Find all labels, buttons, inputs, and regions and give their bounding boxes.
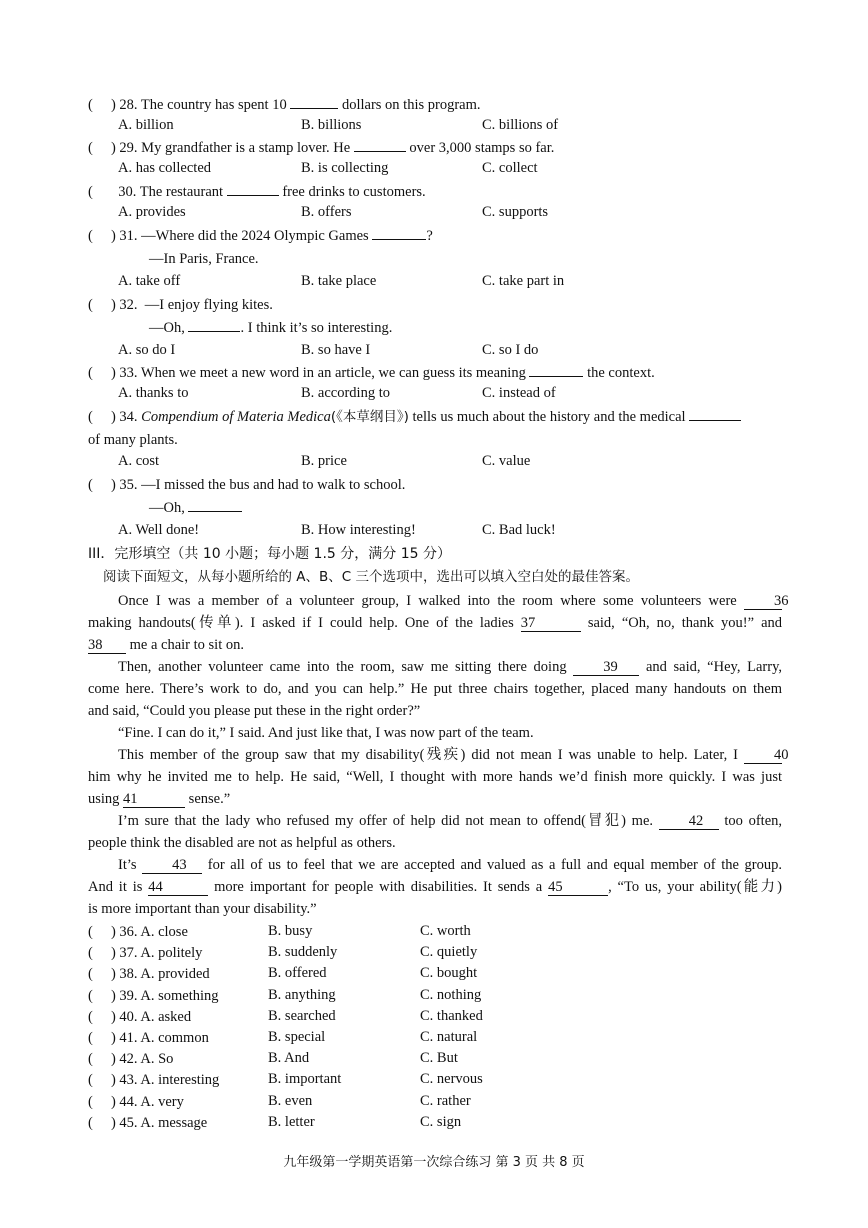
blank (290, 108, 338, 109)
option-b: B. offers (301, 204, 352, 220)
reply-text: —Oh, (149, 500, 185, 516)
option-c: C. quietly (420, 944, 478, 960)
passage-text: And it is (88, 879, 143, 896)
question-stem: When we meet a new word in an article, we can guess its meaning (140, 365, 526, 381)
question-stem: the context. (587, 365, 655, 381)
option-c: C. rather (420, 1093, 471, 1109)
option-c: C. natural (420, 1029, 478, 1045)
passage-line (88, 590, 789, 612)
passage-text: This member of the group saw that my disability(残疾) did not mean I was unable to help. Later, I (118, 747, 739, 763)
option-b: B. offered (268, 965, 327, 981)
option-a: A. provides (118, 204, 186, 220)
blank (188, 331, 240, 332)
answer-paren[interactable]: ( ) (88, 1051, 120, 1067)
question-number: 30 (118, 184, 133, 200)
option-a: A. has collected (118, 160, 212, 176)
question-number: 31 (119, 228, 134, 244)
question-stem: —Where did the 2024 Olympic Games (141, 228, 369, 244)
passage-text: too often, (724, 813, 783, 829)
blank (372, 239, 426, 240)
section-instruction: 阅读下面短文，从每小题所给的 A、B、C 三个选项中，选出可以填入空白处的最佳答案。 (103, 569, 640, 585)
blank (227, 195, 279, 196)
answer-paren[interactable]: ( ) (88, 365, 120, 381)
option-c: C. billions of (482, 117, 559, 133)
option-c: C. value (482, 453, 531, 469)
passage-text: for all of us to feel that we are accepted and valued as a full and equal member of the group. (207, 857, 783, 873)
option-a: A. cost (118, 453, 160, 469)
blank (188, 511, 242, 512)
passage-line (88, 656, 782, 678)
cloze-question: ( ) 41. A. common (88, 1030, 209, 1046)
option-b: B. busy (268, 923, 313, 939)
question-reply (149, 319, 392, 337)
option-b: B. anything (268, 987, 336, 1003)
option-b: B. price (301, 453, 347, 469)
question-number: 40 (119, 1009, 134, 1025)
question-stem: over 3,000 stamps so far. (409, 140, 555, 156)
option-c: C. collect (482, 160, 538, 176)
cloze-question: ( ) 39. A. something (88, 988, 219, 1004)
option-c: C. But (420, 1050, 458, 1066)
blank (529, 376, 583, 377)
option-b: B. billions (301, 117, 362, 133)
option-b: B. suddenly (268, 944, 338, 960)
passage-text: sense.” (188, 791, 231, 808)
blank-36: 36 (744, 593, 782, 610)
question-number: 32 (119, 297, 134, 313)
option-a: A. billion (118, 117, 174, 133)
option-c: C. Bad luck! (482, 522, 556, 538)
option-b: B. so have I (301, 342, 371, 358)
question-number: 36 (119, 924, 134, 940)
option-c: C. take part in (482, 273, 565, 289)
question-number: 29 (119, 140, 134, 156)
question-stem-continued: of many plants. (88, 432, 178, 448)
option-b: B. according to (301, 385, 390, 401)
passage-line (88, 854, 782, 876)
question-number: 35 (119, 477, 134, 493)
question-number: 39 (119, 988, 134, 1004)
passage-text: I’m sure that the lady who refused my offer of help did not mean to offend(冒犯) me. (118, 813, 654, 829)
option-c: C. nothing (420, 987, 482, 1003)
answer-paren[interactable]: ( ) (88, 988, 120, 1004)
option-b: B. special (268, 1029, 326, 1045)
option-a: A. asked (140, 1009, 192, 1025)
passage-line (88, 810, 782, 832)
blank-37: 37 (521, 615, 581, 632)
question-number: 37 (119, 945, 134, 961)
option-a: A. message (140, 1115, 208, 1131)
question-stem: My grandfather is a stamp lover. He (141, 140, 351, 156)
option-a: A. take off (118, 273, 181, 289)
question-number: 43 (119, 1072, 134, 1088)
option-b: B. important (268, 1071, 342, 1087)
section-title: III．完形填空（共 10 小题；每小题 1.5 分，满分 15 分） (88, 546, 451, 562)
cloze-question: ( ) 36. A. close (88, 924, 188, 940)
blank-42: 42 (659, 813, 719, 830)
question-number: 45 (119, 1115, 134, 1131)
blank-39: 39 (573, 659, 639, 676)
cloze-question: ( ) 38. A. provided (88, 966, 210, 982)
passage-paragraph-3 (88, 722, 782, 744)
book-title-zh: (《本草纲目》) (330, 409, 409, 425)
reply-text: . I think it’s so interesting. (240, 320, 393, 336)
passage-line: him why he invited me to help. He said, “Well, I thought with more hands we’d finish more quickly. I was just (88, 769, 782, 786)
option-b: B. How interesting! (301, 522, 416, 538)
reply-text: —Oh, (149, 320, 185, 336)
option-c: C. instead of (482, 385, 556, 401)
question-stem: —I missed the bus and had to walk to school. (141, 477, 406, 493)
book-title: Compendium of Materia Medica (141, 409, 331, 425)
option-a: A. common (140, 1030, 209, 1046)
question-stem: free drinks to customers. (282, 184, 426, 200)
answer-paren[interactable]: ( ) (88, 228, 120, 244)
passage-line: and said, “Could you please put these in the right order?” (88, 703, 421, 720)
question-32: ( ) 32. —I enjoy flying kites. (88, 297, 273, 313)
cloze-question: ( ) 44. A. very (88, 1094, 184, 1110)
option-c: C. nervous (420, 1071, 483, 1087)
answer-paren[interactable]: ( ) (88, 97, 120, 113)
answer-paren[interactable]: ( ) (88, 477, 120, 493)
option-a: A. thanks to (118, 385, 189, 401)
option-b: B. And (268, 1050, 310, 1066)
passage-text: and said, “Hey, Larry, (645, 659, 783, 675)
question-stem: tells us much about the history and the medical (412, 409, 686, 425)
cloze-question: ( ) 43. A. interesting (88, 1072, 220, 1088)
question-31: ( ) 31. —Where did the 2024 Olympic Games ? (88, 228, 433, 244)
passage-text: said, “Oh, no, thank you!” and (587, 615, 783, 632)
question-number: 41 (119, 1030, 134, 1046)
question-30: ( 30. The restaurant free drinks to customers. (88, 184, 426, 200)
page-footer: 九年级第一学期英语第一次综合练习 第 3 页 共 8 页 (283, 1155, 585, 1170)
answer-paren[interactable]: ( ) (88, 945, 120, 961)
passage-line (88, 612, 782, 634)
answer-paren[interactable]: ( ) (88, 1030, 120, 1046)
answer-paren[interactable]: ( ) (88, 409, 120, 425)
passage-text: It’s (118, 857, 137, 873)
option-a: A. close (140, 924, 188, 940)
passage-line (88, 788, 782, 810)
question-33: ( ) 33. When we meet a new word in an article, we can guess its meaning the context. (88, 365, 655, 381)
passage-text: more important for people with disabilities. It sends a (214, 879, 543, 896)
question-number: 28 (119, 97, 134, 113)
passage-text: Then, another volunteer came into the room, saw me sitting there doing (118, 659, 567, 675)
option-b: B. even (268, 1093, 313, 1109)
option-b: B. take place (301, 273, 377, 289)
option-b: B. searched (268, 1008, 336, 1024)
blank-44: 44 (148, 879, 208, 896)
question-34: ( ) 34. Compendium of Materia Medica(《本草纲目》) tells us much about the history and the medical (88, 408, 741, 426)
option-c: C. bought (420, 965, 478, 981)
passage-line: “Fine. I can do it,” I said. And just like that, I was now part of the team. (118, 725, 534, 741)
passage-text: Once I was a member of a volunteer group, I walked into the room where some volunteers were (118, 593, 737, 609)
passage-line (88, 744, 789, 766)
blank-43: 43 (142, 857, 202, 874)
passage-paragraph-2 (88, 656, 782, 723)
answer-paren[interactable]: ( ) (88, 966, 120, 982)
passage-text: making handouts(传单). I asked if I could help. One of the ladies (88, 615, 514, 632)
option-a: A. So (140, 1051, 174, 1067)
answer-paren[interactable]: ( ) (88, 140, 120, 156)
option-a: A. so do I (118, 342, 176, 358)
question-stem: —I enjoy flying kites. (144, 297, 273, 313)
blank-40: 40 (744, 747, 782, 764)
passage-paragraph-5 (88, 810, 782, 854)
option-c: C. worth (420, 923, 471, 939)
option-c: C. so I do (482, 342, 539, 358)
answer-paren[interactable]: ( ) (88, 297, 120, 313)
option-a: A. Well done! (118, 522, 200, 538)
question-28: ( ) 28. The country has spent 10 dollars on this program. (88, 97, 481, 113)
option-c: C. sign (420, 1114, 462, 1130)
blank-38: 38 (88, 637, 126, 654)
blank (689, 420, 741, 421)
cloze-question: ( ) 42. A. So (88, 1051, 174, 1067)
answer-paren[interactable]: ( ) (88, 1115, 120, 1131)
question-stem: dollars on this program. (341, 97, 481, 113)
passage-text: using (88, 791, 120, 808)
passage-line: is more important than your disability.” (88, 901, 317, 918)
question-reply (149, 499, 242, 517)
question-number: 42 (119, 1051, 134, 1067)
question-stem: ? (426, 228, 433, 244)
option-a: A. something (140, 988, 219, 1004)
question-29: ( ) 29. My grandfather is a stamp lover. He over 3,000 stamps so far. (88, 140, 555, 156)
question-35: ( ) 35. —I missed the bus and had to walk to school. (88, 477, 406, 493)
passage-paragraph-6 (88, 854, 782, 921)
passage-text: , “To us, your ability(能力) (608, 879, 783, 896)
option-b: B. is collecting (301, 160, 389, 176)
option-a: A. interesting (140, 1072, 220, 1088)
cloze-question: ( ) 45. A. message (88, 1115, 208, 1131)
option-b: B. letter (268, 1114, 315, 1130)
passage-paragraph-4 (88, 744, 789, 811)
question-reply: —In Paris, France. (149, 251, 259, 267)
passage-line (88, 876, 782, 898)
cloze-question: ( ) 40. A. asked (88, 1009, 192, 1025)
answer-paren[interactable]: ( ) (88, 924, 120, 940)
passage-line: come here. There’s work to do, and you can help.” He put three chairs together, placed many handouts on them (88, 681, 782, 698)
blank-41: 41 (123, 791, 185, 808)
passage-line (88, 634, 782, 656)
answer-paren[interactable]: ( ) (88, 1009, 120, 1025)
passage-line: people think the disabled are not as helpful as others. (88, 835, 396, 852)
option-a: A. provided (140, 966, 210, 982)
answer-paren[interactable]: ( ) (88, 1094, 120, 1110)
question-stem: The country has spent 10 (140, 97, 287, 113)
question-number: 44 (119, 1094, 134, 1110)
question-number: 34 (119, 409, 134, 425)
question-stem: The restaurant (139, 184, 224, 200)
answer-paren[interactable]: ( ) (88, 1072, 120, 1088)
cloze-question: ( ) 37. A. politely (88, 945, 203, 961)
passage-text: me a chair to sit on. (129, 637, 244, 654)
question-number: 38 (119, 966, 134, 982)
passage-paragraph-1 (88, 590, 789, 657)
option-a: A. politely (140, 945, 203, 961)
blank (354, 151, 406, 152)
option-c: C. supports (482, 204, 549, 220)
blank-45: 45 (548, 879, 608, 896)
question-number: 33 (119, 365, 134, 381)
answer-paren[interactable]: ( (88, 184, 119, 200)
option-c: C. thanked (420, 1008, 483, 1024)
option-a: A. very (140, 1094, 184, 1110)
